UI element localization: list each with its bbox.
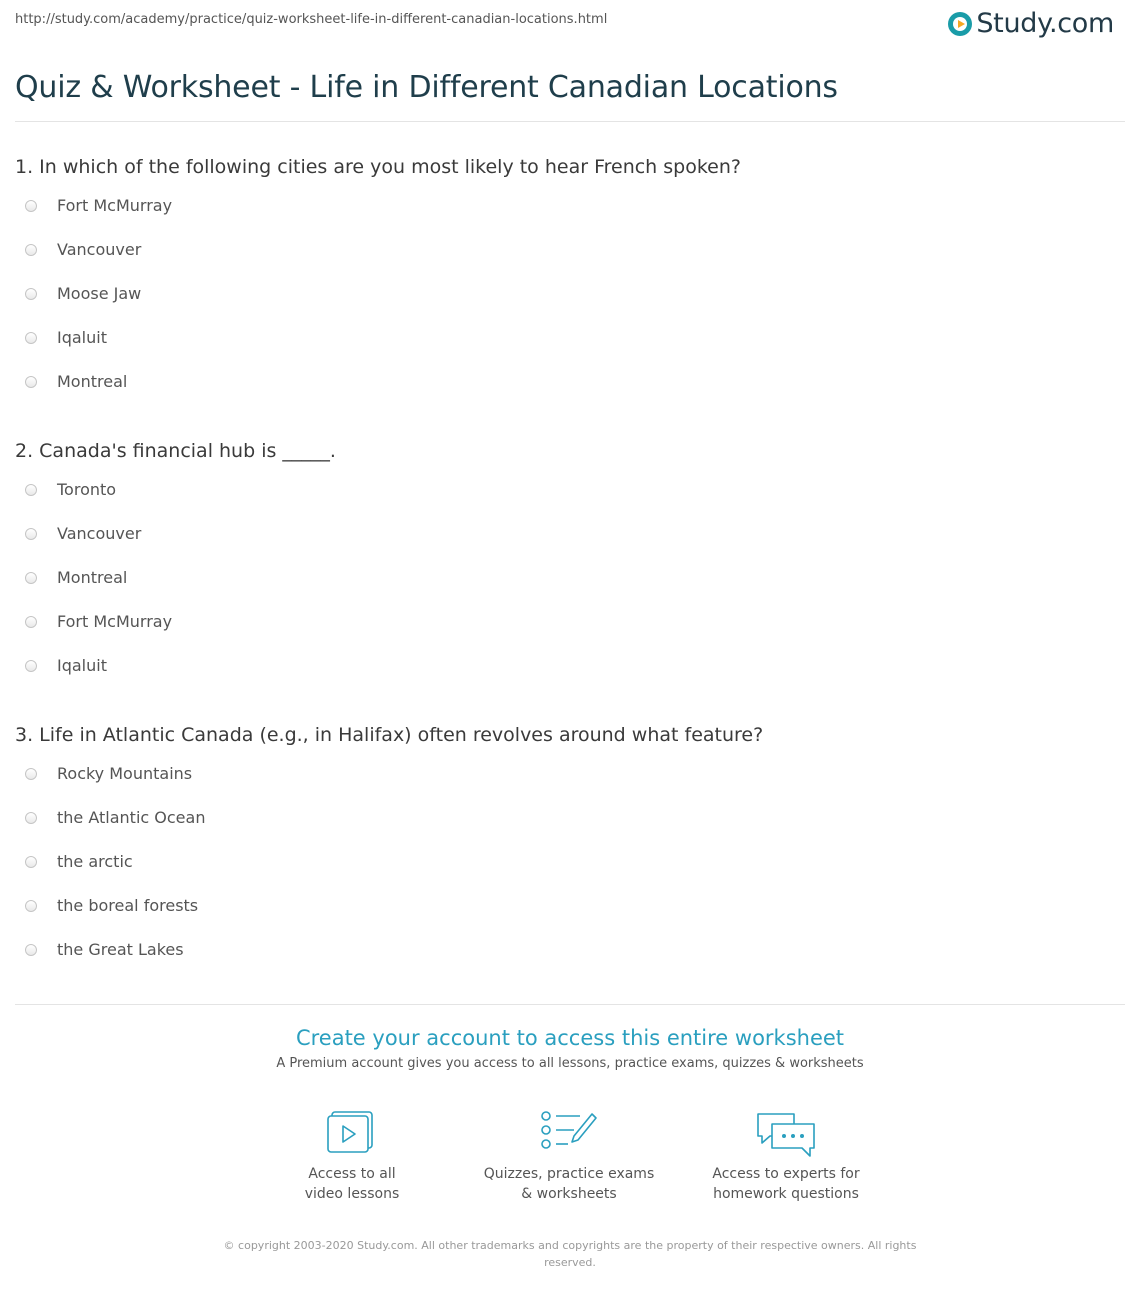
- answer-label: Moose Jaw: [57, 284, 142, 303]
- answer-option[interactable]: [15, 808, 1115, 852]
- answer-option[interactable]: [15, 196, 1115, 240]
- answer-label: Toronto: [57, 480, 117, 499]
- question-text: 2. Canada's financial hub is _____.: [15, 440, 336, 462]
- quiz-checklist-icon: [540, 1110, 598, 1154]
- answer-label: the boreal forests: [57, 896, 199, 915]
- answer-label: Fort McMurray: [57, 196, 173, 215]
- feature-label: [252, 1164, 452, 1204]
- feature-label-line: Access to all: [308, 1166, 396, 1182]
- radio-button-icon[interactable]: [25, 484, 37, 496]
- radio-button-icon[interactable]: [25, 856, 37, 868]
- answer-option[interactable]: [15, 896, 1115, 940]
- answer-option[interactable]: [15, 524, 1115, 568]
- radio-button-icon[interactable]: [25, 332, 37, 344]
- answer-options: [15, 764, 1115, 984]
- answer-label: Montreal: [57, 568, 128, 587]
- feature-label-line: homework questions: [713, 1186, 859, 1202]
- page-title: Quiz & Worksheet - Life in Different Canadian Locations: [15, 70, 838, 105]
- feature-video-lessons: [252, 1110, 452, 1204]
- logo-text: Study.com: [976, 8, 1114, 39]
- create-account-link[interactable]: Create your account to access this entire worksheet: [295, 1026, 845, 1050]
- answer-label: Montreal: [57, 372, 128, 391]
- answer-option[interactable]: [15, 612, 1115, 656]
- feature-experts: [686, 1110, 886, 1204]
- answer-label: the Great Lakes: [57, 940, 184, 959]
- answer-option[interactable]: [15, 764, 1115, 808]
- page-url: http://study.com/academy/practice/quiz-worksheet-life-in-different-canadian-locations.html: [15, 12, 608, 27]
- radio-button-icon[interactable]: [25, 376, 37, 388]
- radio-button-icon[interactable]: [25, 200, 37, 212]
- feature-label-line: Access to experts for: [712, 1166, 860, 1182]
- feature-label: [469, 1164, 669, 1204]
- feature-label-line: video lessons: [304, 1186, 400, 1202]
- answer-option[interactable]: [15, 480, 1115, 524]
- account-cta: [0, 1026, 1140, 1071]
- answer-label: Rocky Mountains: [57, 764, 193, 783]
- premium-features: [0, 1110, 1140, 1210]
- radio-button-icon[interactable]: [25, 244, 37, 256]
- answer-option[interactable]: [15, 852, 1115, 896]
- answer-options: [15, 480, 1115, 700]
- chat-bubbles-icon: [754, 1110, 818, 1160]
- answer-label: Iqaluit: [57, 656, 107, 675]
- question-text: 1. In which of the following cities are you most likely to hear French spoken?: [15, 156, 741, 178]
- feature-label-line: Quizzes, practice exams: [483, 1166, 655, 1182]
- answer-label: Fort McMurray: [57, 612, 173, 631]
- study-logo[interactable]: [948, 8, 1114, 39]
- title-divider: [15, 121, 1125, 122]
- answer-option[interactable]: [15, 656, 1115, 700]
- question-2: [15, 436, 1115, 700]
- answer-option[interactable]: [15, 240, 1115, 284]
- radio-button-icon[interactable]: [25, 944, 37, 956]
- radio-button-icon[interactable]: [25, 660, 37, 672]
- radio-button-icon[interactable]: [25, 616, 37, 628]
- feature-quizzes: [469, 1110, 669, 1204]
- video-lessons-icon: [326, 1110, 378, 1154]
- radio-button-icon[interactable]: [25, 288, 37, 300]
- feature-label: [686, 1164, 886, 1204]
- radio-button-icon[interactable]: [25, 572, 37, 584]
- answer-option[interactable]: [15, 568, 1115, 612]
- radio-button-icon[interactable]: [25, 812, 37, 824]
- section-divider: [15, 1004, 1125, 1005]
- copyright-notice: © copyright 2003-2020 Study.com. All other trademarks and copyrights are the property of their respective owners. All rights reserved.: [223, 1239, 917, 1269]
- answer-option[interactable]: [15, 940, 1115, 984]
- cta-subtitle: A Premium account gives you access to all lessons, practice exams, quizzes & worksheets: [276, 1056, 864, 1071]
- answer-option[interactable]: [15, 372, 1115, 416]
- answer-label: Vancouver: [57, 240, 142, 259]
- answer-options: [15, 196, 1115, 416]
- answer-label: Iqaluit: [57, 328, 107, 347]
- radio-button-icon[interactable]: [25, 528, 37, 540]
- radio-button-icon[interactable]: [25, 900, 37, 912]
- answer-label: the Atlantic Ocean: [57, 808, 206, 827]
- answer-label: Vancouver: [57, 524, 142, 543]
- question-3: [15, 720, 1115, 984]
- feature-label-line: & worksheets: [521, 1186, 617, 1202]
- answer-option[interactable]: [15, 284, 1115, 328]
- answer-label: the arctic: [57, 852, 133, 871]
- radio-button-icon[interactable]: [25, 768, 37, 780]
- answer-option[interactable]: [15, 328, 1115, 372]
- question-text: 3. Life in Atlantic Canada (e.g., in Halifax) often revolves around what feature?: [15, 724, 764, 746]
- play-logo-icon: [948, 12, 972, 36]
- question-1: [15, 152, 1115, 416]
